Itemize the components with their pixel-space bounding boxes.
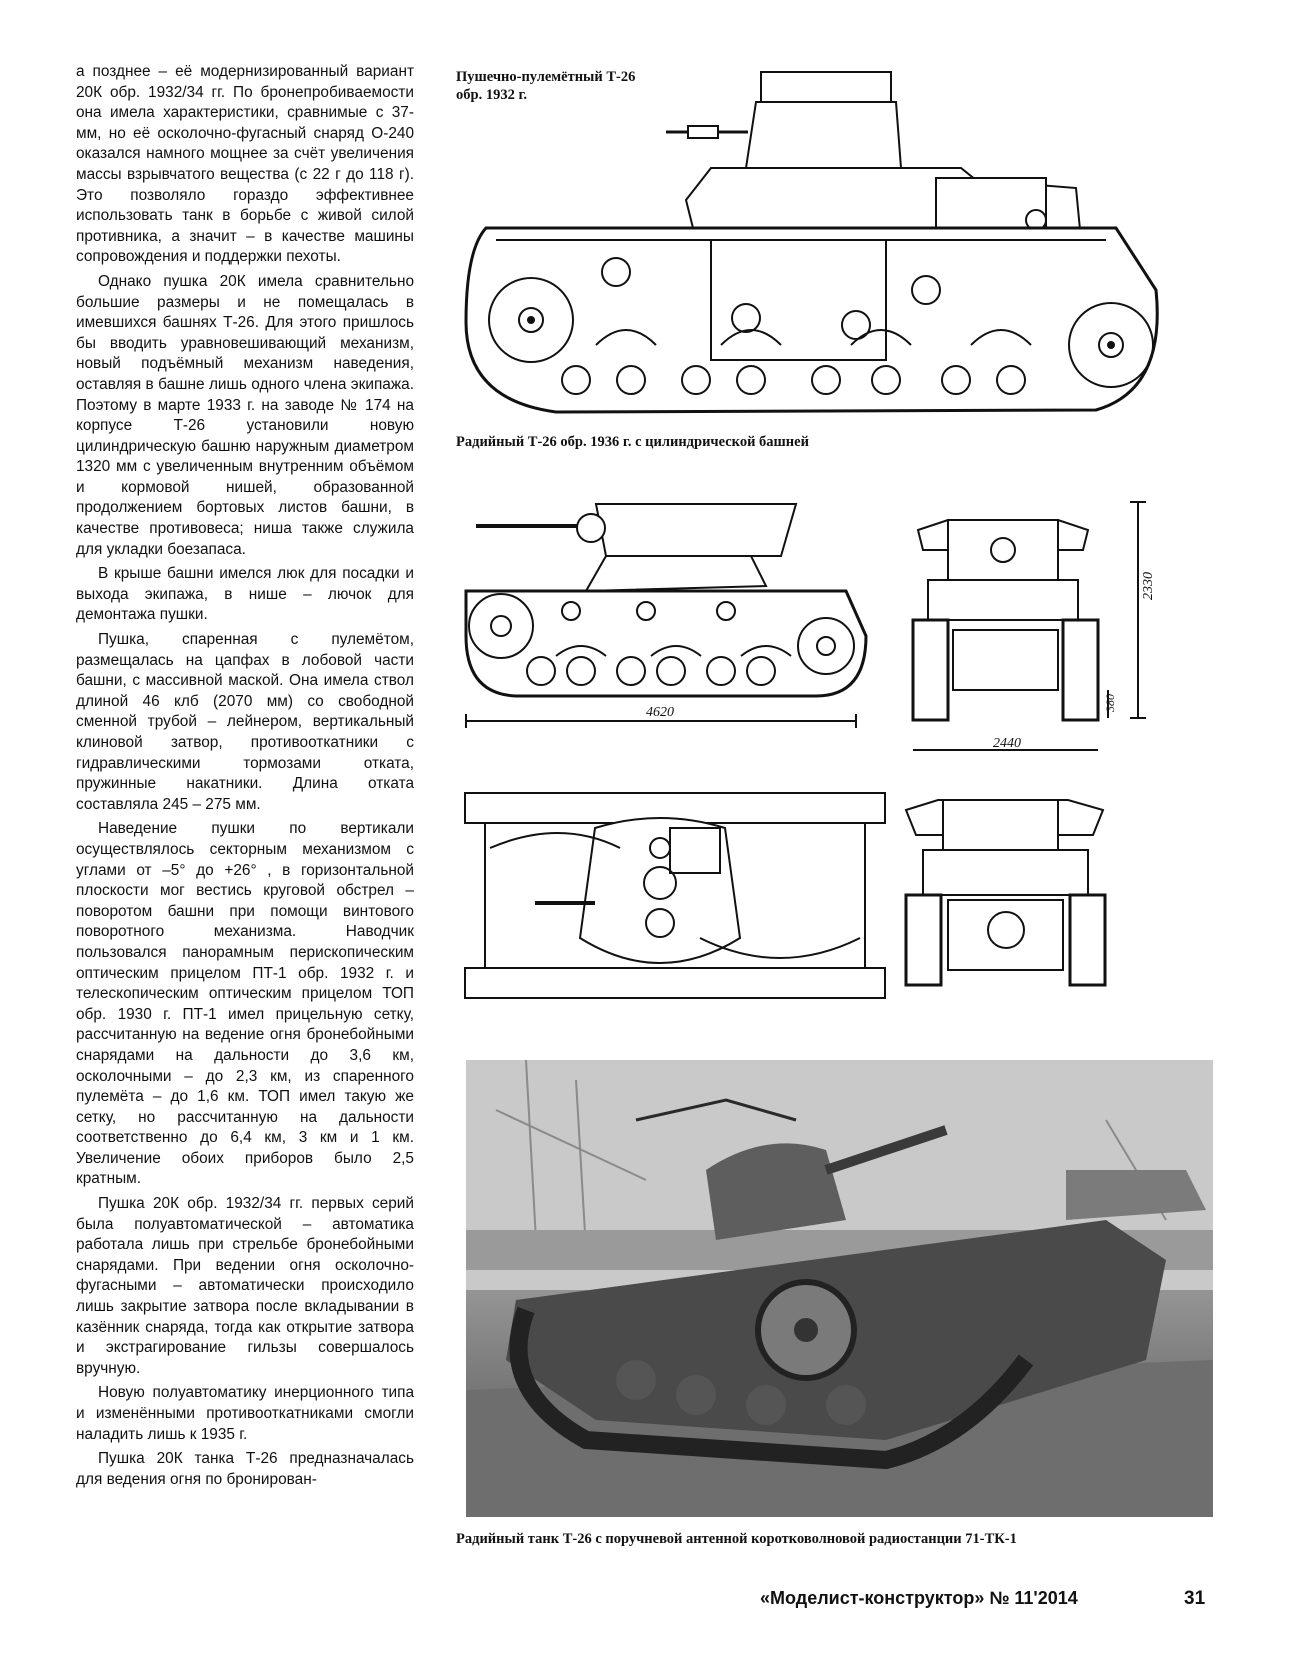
page-number: 31 [1184, 1588, 1206, 1609]
journal-footer: «Моделист-конструктор» № 11'2014 [760, 1588, 1078, 1608]
tank-top-view [460, 788, 890, 1008]
paragraph: Пушка, спаренная с пулемётом, размещалась на цапфах в лобовой части башни, с массивной маской. Она имела ствол длиной 46 клб (2070 мм) со свободной сменной трубой – лейнером, вертикальный клиновой затвор, противооткатники с гидравлическими тормозами отката, пружинные накатники. Длина отката составляла 245 – 275 мм. [76, 631, 414, 813]
figure-1-caption: Пушечно-пулемётный Т-26 обр. 1932 г. [456, 69, 636, 103]
width-dimension: 2440 [993, 736, 1021, 751]
clearance-dimension: 380 [1103, 694, 1117, 712]
photo-caption: Радийный танк Т-26 с поручневой антенной коротковолновой радиостанции 71-ТК-1 [456, 1531, 1017, 1547]
paragraph: Наведение пушки по вертикали осуществлялось секторным механизмом с углами от –5° до +26° , в горизонтальной плоскости мог вестись круговой обстрел – поворотом башни при помощи винтового поворотного механизма. Наводчик пользовался панорамным перископическим оптическим прицелом ПТ-1 обр. 1932 г. и телескопическим оптическим прицелом ТОП обр. 1930 г. ПТ-1 имел прицельную сетку, рассчитанную на ведение огня бронебойными снарядами на дальности до 3,6 км, осколочными – до 2,3 км, из спаренного пулемёта – до 1,6 км. ТОП имел такую же сетку, но рассчитанную на дальности соответственно до 6,4 км, 3 км и 1 км. Увеличение обоих приборов было 2,5 кратным. [76, 820, 414, 1188]
tank-photo [466, 1060, 1213, 1517]
paragraph: Новую полуавтоматику инерционного типа и изменёнными противооткатниками смогли наладить лишь к 1935 г. [76, 1384, 414, 1443]
paragraph: а позднее – её модернизированный вариант 20К обр. 1932/34 гг. По бронепробиваемости она имела характеристики, сравнимые с 37-мм, но её осколочно-фугасный снаряд О-240 оказался намного мощнее за счёт увеличения массы взрывчатого вещества (с 22 г до 118 г). Это позволяло гораздо эффективнее использовать танк в борьбе с живой силой противника, а значит – в качестве машины сопровождения и поддержки пехоты. [76, 63, 414, 266]
length-dimension: 4620 [646, 705, 674, 720]
paragraph: В крыше башни имелся люк для посадки и выхода экипажа, в нише – лючок для демонтажа пушки. [76, 565, 414, 624]
tank-photo-image [466, 1060, 1213, 1517]
tank-rear-view [898, 790, 1128, 1000]
paragraph: Пушка 20К танка Т-26 предназначалась для ведения огня по бронирован- [76, 1450, 414, 1488]
tank-front-view [898, 490, 1198, 780]
paragraph: Однако пушка 20К имела сравнительно большие размеры и не помещалась в имевшихся башнях Т-26. Для этого пришлось бы вводить уравновешивающий механизм, новый подъёмный механизм наведения, оставляя в башне лишь одного члена экипажа. Поэтому в марте 1933 г. на заводе № 174 на корпусе Т-26 установили новую цилиндрическую башню наружным диаметром 1320 мм с увеличенным внутренним объёмом и кормовой нишей, образованной продолжением бортовых листов башни, в качестве противовеса; ниша также служила для укладки боезапаса. [76, 272, 414, 558]
tank-side-view-1936 [456, 496, 896, 762]
article-text-column [76, 62, 414, 1494]
paragraph: Пушка 20К обр. 1932/34 гг. первых серий была полуавтоматической – автоматика работала лишь при стрельбе бронебойными снарядами. При ведении огня осколочно-фугасными – автоматически происходило лишь закрытие затвора после вкладывании в казённик снаряда, тогда как открытие затвора и экстрагирование гильзы совершалось вручную. [76, 1195, 414, 1377]
figure-2-caption: Радийный Т-26 обр. 1936 г. с цилиндрической башней [456, 434, 809, 450]
tank-side-view-1932 [456, 60, 1216, 420]
height-dimension: 2330 [1141, 572, 1156, 600]
